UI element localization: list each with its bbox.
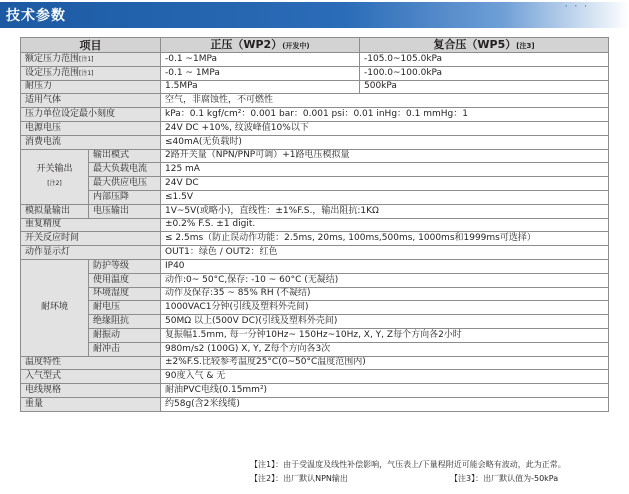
cell-value: OUT1：绿色 / OUT2：红色: [161, 246, 609, 260]
sub-label: 防护等级: [89, 259, 161, 273]
cell-value: 24V DC +10%, 纹波峰值10%以下: [161, 121, 609, 135]
sub-label: 耐振动: [89, 328, 161, 342]
sub-label: 绝缘阻抗: [89, 315, 161, 329]
sub-label: 电压输出: [89, 204, 161, 218]
row-label: [21, 53, 161, 67]
table-row: [21, 80, 609, 94]
cell-value: 动作:0~ 50°C,保存: -10 ~ 60°C (无凝结): [161, 273, 609, 287]
row-label: 模拟量输出: [21, 204, 89, 218]
sub-label: 耐冲击: [89, 342, 161, 356]
sub-label: 环境湿度: [89, 287, 161, 301]
table-row: [21, 121, 609, 135]
cell-compound: -105.0~105.0kPa: [360, 53, 609, 67]
sub-label: 耐电压: [89, 301, 161, 315]
cell-value: ±2%F.S.比较参考温度25°C(0~50°C温度范围内): [161, 356, 609, 370]
row-label: 耐压力: [21, 80, 161, 94]
row-label: 入气型式: [21, 370, 161, 384]
table-row: [21, 301, 609, 315]
header-compound-label: 复合压（WP5）: [433, 37, 517, 51]
table-row: [21, 218, 609, 232]
footnote-1: 【注1】：由于受温度及线性补偿影响，气压表上/下量程附近可能会略有波动，此为正常。: [250, 460, 566, 469]
header-positive-note: (开发中): [282, 41, 310, 50]
row-label: 适用气体: [21, 94, 161, 108]
cell-value: 动作及保存:35 ~ 85% RH (不凝结): [161, 287, 609, 301]
row-label: 动作显示灯: [21, 246, 161, 260]
table-row: [21, 204, 609, 218]
table-row: [21, 108, 609, 122]
row-label: 压力单位设定最小刻度: [21, 108, 161, 122]
cell-value: 耐油PVC电线(0.15mm²): [161, 384, 609, 398]
header-compound-note: [注3]: [516, 41, 535, 50]
row-note: [注1]: [79, 69, 94, 77]
table-row: [21, 246, 609, 260]
footnote-2: 【注2】：出厂默认NPN输出: [250, 474, 348, 483]
decorative-dots: · · ·: [564, 2, 589, 12]
cell-value: 90度入气 & 无: [161, 370, 609, 384]
cell-compound: -100.0~100.0kPa: [360, 66, 609, 80]
row-label: 消费电流: [21, 135, 161, 149]
cell-value: 980m/s2 (100G) X, Y, Z每个方向各3次: [161, 342, 609, 356]
cell-value: ±0.2% F.S. ±1 digit.: [161, 218, 609, 232]
sub-label: 内部压降: [89, 190, 161, 204]
header-compound: [360, 38, 609, 53]
table-row: [21, 370, 609, 384]
table-row: [21, 273, 609, 287]
table-row: [21, 66, 609, 80]
row-label: 电源电压: [21, 121, 161, 135]
cell-positive: -0.1 ~1MPa: [161, 53, 360, 67]
table-row: [21, 163, 609, 177]
table-row: [21, 384, 609, 398]
cell-value: kPa：0.1 kgf/cm²：0.001 bar：0.001 psi：0.01 inHg：0.1 mmHg：1: [161, 108, 609, 122]
cell-value: 约58g(含2米线缆): [161, 397, 609, 411]
cell-positive: 1.5MPa: [161, 80, 360, 94]
cell-value: 50MΩ 以上(500V DC)(引线及塑料外壳间): [161, 315, 609, 329]
table-row: [21, 53, 609, 67]
table-row: [21, 149, 609, 163]
group-label-text: 开关输出: [36, 164, 73, 175]
sub-label: 输出模式: [89, 149, 161, 163]
header-positive-label: 正压（WP2）: [210, 37, 283, 51]
cell-value: 1V~5V(或略小)，直线性：±1%F.S.，输出阻抗:1KΩ: [161, 204, 609, 218]
table-row: [21, 135, 609, 149]
row-label: 温度特性: [21, 356, 161, 370]
table-row: [21, 259, 609, 273]
cell-positive: -0.1 ~ 1MPa: [161, 66, 360, 80]
cell-value: ≤1.5V: [161, 190, 609, 204]
cell-value: 24V DC: [161, 177, 609, 191]
cell-value: IP40: [161, 259, 609, 273]
sub-label: 最大负载电流: [89, 163, 161, 177]
table-row: [21, 190, 609, 204]
group-note: [注2]: [47, 180, 62, 188]
row-label: [21, 66, 161, 80]
cell-compound: 500kPa: [360, 80, 609, 94]
table-row: [21, 94, 609, 108]
group-label-switch-output: [21, 149, 89, 204]
header-item: 项目: [21, 38, 161, 53]
table-row: [21, 287, 609, 301]
header-positive: [161, 38, 360, 53]
table-row: [21, 342, 609, 356]
sub-label: 使用温度: [89, 273, 161, 287]
footnote-3: 【注3】：出厂默认值为-50kPa: [450, 474, 559, 483]
row-label: 电线规格: [21, 384, 161, 398]
spec-table: [20, 37, 609, 412]
cell-value: 2路开关量（NPN/PNP可调）+1路电压模拟量: [161, 149, 609, 163]
table-header-row: [21, 38, 609, 53]
row-label: 开关反应时间: [21, 232, 161, 246]
section-title: 技术参数: [6, 8, 66, 24]
cell-value: 复振幅1.5mm, 每一分钟10Hz~ 150Hz~10Hz, X, Y, Z每个方向各2小时: [161, 328, 609, 342]
row-label: 重量: [21, 397, 161, 411]
cell-value: ≤40mA(无负载时): [161, 135, 609, 149]
row-note: [注1]: [79, 55, 94, 63]
table-row: [21, 328, 609, 342]
cell-value: 1000VAC1分钟(引线及塑料外壳间): [161, 301, 609, 315]
sub-label: 最大供应电压: [89, 177, 161, 191]
row-label: 重复精度: [21, 218, 161, 232]
row-label-text: 额定压力范围: [25, 53, 80, 64]
table-row: [21, 397, 609, 411]
cell-value: 空气，非腐蚀性，不可燃性: [161, 94, 609, 108]
group-label-environment: 耐环境: [21, 259, 89, 356]
section-title-bar: [0, 2, 629, 28]
row-label-text: 设定压力范围: [25, 67, 80, 78]
cell-value: ≤ 2.5ms（防止误动作功能：2.5ms, 20ms, 100ms,500ms, 1000ms和1999ms可选择）: [161, 232, 609, 246]
table-row: [21, 177, 609, 191]
table-row: [21, 356, 609, 370]
table-row: [21, 315, 609, 329]
cell-value: 125 mA: [161, 163, 609, 177]
table-row: [21, 232, 609, 246]
